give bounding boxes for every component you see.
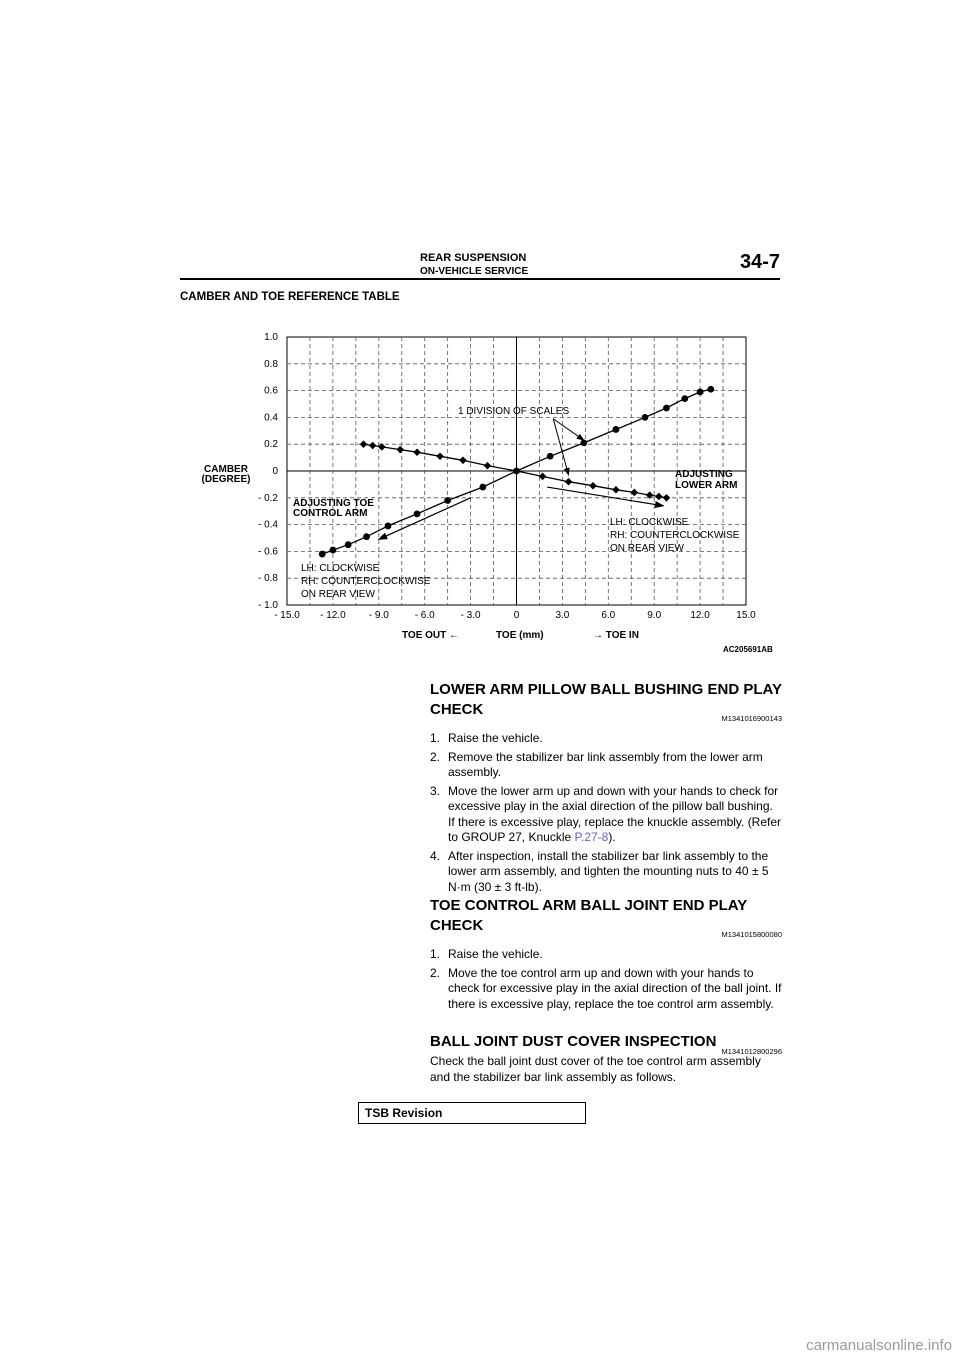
y-tick-label: 0.6: [264, 385, 278, 397]
toe-arm-point: [580, 439, 587, 446]
section-toe-arm: [430, 896, 782, 1015]
step-list: [430, 731, 782, 895]
scale-note-arrow-2: [553, 419, 568, 475]
lower-arm-point: [360, 440, 368, 448]
toe-arm-note-2: RH: COUNTERCLOCKWISE: [301, 576, 431, 587]
step-list: [430, 947, 782, 1012]
x-tick-label: - 15.0: [274, 610, 300, 621]
toe-arm-point: [707, 386, 714, 393]
toe-arm-point: [414, 510, 421, 517]
x-tick-label: 12.0: [690, 610, 710, 621]
y-axis-label-line2: (DEGREE): [201, 474, 251, 485]
y-tick-label: 1.0: [264, 332, 278, 343]
list-item: 1. Raise the vehicle.: [430, 947, 543, 961]
toe-arm-point: [547, 453, 554, 460]
lower-arm-point: [513, 467, 521, 475]
section-title: REAR SUSPENSION: [420, 252, 527, 264]
lower-arm-point: [459, 456, 467, 464]
list-item: 2. Remove the stabilizer bar link assembly from the lower arm assembly.: [430, 749, 763, 779]
lower-arm-direction-arrow: [547, 487, 663, 506]
x-tick-label: 0: [513, 610, 520, 621]
header-rule: [180, 278, 780, 280]
x-tick-label: - 12.0: [320, 610, 346, 621]
lower-arm-point: [589, 482, 597, 490]
lower-arm-point: [631, 489, 639, 497]
lower-arm-point: [655, 493, 663, 501]
x-tick-label: - 3.0: [460, 610, 481, 621]
toe-arm-point: [479, 484, 486, 491]
watermark: carmanualsonline.info: [806, 1337, 952, 1354]
lower-arm-point: [663, 494, 671, 502]
toe-arm-point: [642, 414, 649, 421]
section-heading: LOWER ARM PILLOW BALL BUSHING END PLAY CHECK: [430, 681, 782, 718]
lower-arm-point: [436, 452, 444, 460]
y-tick-label: - 1.0: [257, 600, 278, 611]
lower-arm-point: [612, 486, 620, 494]
lower-arm-point: [369, 442, 377, 450]
lower-arm-note-1: LH: CLOCKWISE: [610, 517, 689, 528]
section-lower-arm: [430, 680, 782, 898]
y-tick-label: 0.4: [264, 412, 278, 424]
x-tick-label: 3.0: [555, 610, 570, 621]
tsb-revision-box: TSB Revision: [358, 1102, 586, 1124]
list-item: 4. After inspection, install the stabilizer bar link assembly to the lower arm assembly, and tighten the mounting nuts to 40 ± 5 N·m (30 ± 3 ft-lb).: [430, 848, 769, 894]
toe-arm-label-line1: ADJUSTING TOE: [293, 498, 374, 509]
list-item: 1. Raise the vehicle.: [430, 731, 543, 745]
section-heading: TOE CONTROL ARM BALL JOINT END PLAY CHECK: [430, 897, 747, 934]
y-tick-label: 0: [272, 466, 278, 477]
lower-arm-note-3: ON REAR VIEW: [610, 543, 684, 554]
x-tick-label: - 9.0: [368, 610, 389, 621]
figure-code: AC205691AB: [723, 645, 773, 654]
x-axis-toe-out: TOE OUT ←: [402, 630, 460, 641]
scale-note: 1 DIVISION OF SCALES: [458, 406, 570, 417]
toe-arm-point: [697, 389, 704, 396]
knuckle-reference-link[interactable]: P.27-8: [574, 830, 609, 844]
page-number: 34-7: [740, 251, 781, 273]
x-tick-labels: [274, 610, 756, 621]
y-tick-label: - 0.6: [257, 546, 278, 558]
section-code: M1341012800296: [721, 1047, 782, 1056]
x-tick-label: 6.0: [601, 610, 616, 621]
toe-arm-point: [330, 547, 337, 554]
subsection-title: ON-VEHICLE SERVICE: [420, 266, 529, 277]
lower-arm-point: [396, 446, 404, 454]
table-title: CAMBER AND TOE REFERENCE TABLE: [180, 291, 400, 303]
toe-arm-point: [681, 395, 688, 402]
toe-arm-note-3: ON REAR VIEW: [301, 589, 375, 600]
section-dust-cover: [430, 1032, 782, 1085]
y-tick-label: - 0.4: [257, 519, 278, 531]
x-axis-label: TOE (mm): [496, 630, 544, 641]
section-paragraph: Check the ball joint dust cover of the toe control arm assembly and the stabilizer bar link assembly as follows.: [430, 1054, 761, 1084]
x-axis-toe-in: → TOE IN: [593, 630, 639, 641]
lower-arm-point: [413, 448, 421, 456]
list-item: 3. Move the lower arm up and down with your hands to check for excessive play in the axial direction of the pillow ball bushing. If there is excessive play, replace the knuckle assembly. (Refer to GROUP 27, Knuckle P.27-8).: [430, 783, 782, 844]
lower-arm-point: [565, 478, 573, 486]
camber-toe-chart: [180, 320, 780, 660]
x-tick-label: - 6.0: [414, 610, 435, 621]
section-code: M1341015800080: [721, 930, 782, 939]
y-tick-label: 0.2: [264, 439, 278, 451]
toe-arm-point: [663, 405, 670, 412]
toe-arm-point: [319, 551, 326, 558]
lower-arm-label-line2: LOWER ARM: [675, 480, 738, 491]
list-item: 2. Move the toe control arm up and down with your hands to check for excessive play in the axial direction of the ball joint. If there is excessive play, replace the toe control arm assembly.: [430, 965, 782, 1011]
y-axis-label-line1: CAMBER: [204, 464, 248, 475]
lower-arm-point: [484, 462, 492, 470]
toe-arm-label-line2: CONTROL ARM: [293, 508, 368, 519]
x-tick-label: 15.0: [736, 610, 756, 621]
section-heading: BALL JOINT DUST COVER INSPECTION: [430, 1033, 717, 1050]
toe-arm-note-1: LH: CLOCKWISE: [301, 563, 380, 574]
toe-arm-point: [385, 523, 392, 530]
lower-arm-note-2: RH: COUNTERCLOCKWISE: [610, 530, 740, 541]
toe-arm-point: [613, 426, 620, 433]
y-tick-label: - 0.8: [257, 573, 278, 585]
section-code: M1341016900143: [721, 714, 782, 723]
toe-arm-point: [345, 541, 352, 548]
y-tick-label: 0.8: [264, 358, 278, 370]
y-tick-label: - 0.2: [257, 492, 278, 504]
x-tick-label: 9.0: [647, 610, 662, 621]
toe-arm-point: [363, 533, 370, 540]
lower-arm-label-line1: ADJUSTING: [675, 469, 733, 480]
y-tick-labels: [258, 332, 278, 611]
toe-arm-point: [444, 497, 451, 504]
